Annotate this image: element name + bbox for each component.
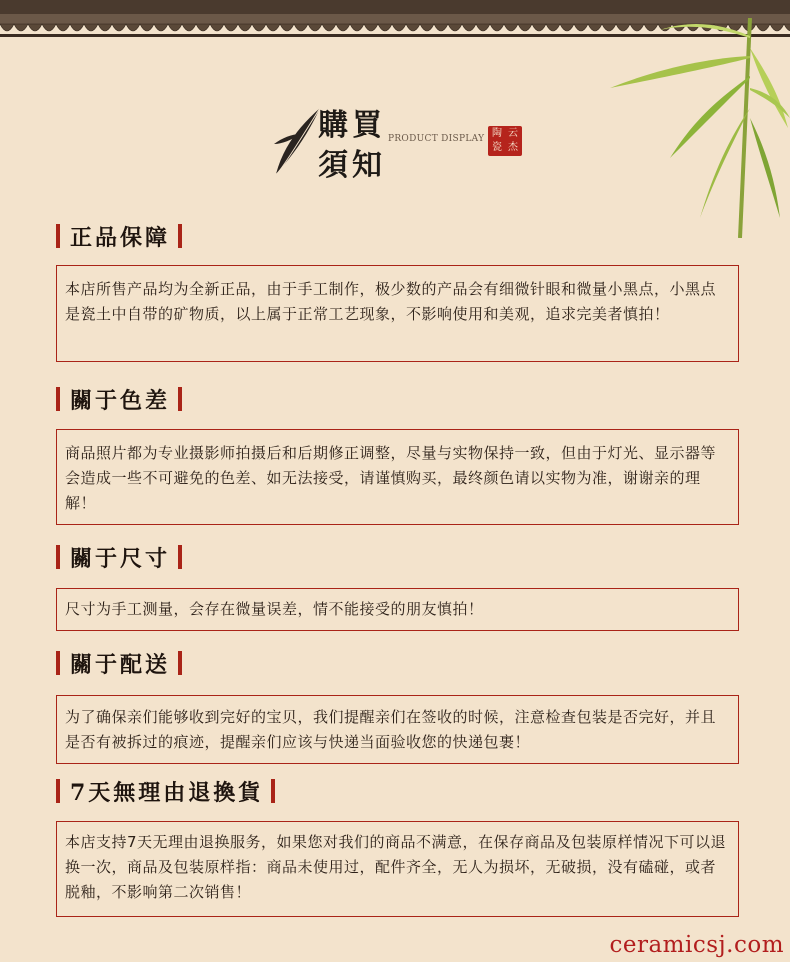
section-title-size: [56, 543, 182, 571]
title-bar-right: [178, 545, 182, 569]
title-bar-right: [271, 779, 275, 803]
header-subtitle: PRODUCT DISPLAY: [388, 134, 485, 144]
purchase-notice-header: [272, 98, 532, 184]
section-title-text: 正品保障: [70, 224, 171, 251]
header-title-line2: 須知: [318, 148, 386, 183]
seal-char: 杰: [508, 142, 518, 153]
section-title-text: 關于色差: [70, 387, 171, 414]
section-title-text: 7天無理由退換貨: [70, 779, 264, 806]
section-body-size: 尺寸为手工测量，会存在微量误差，情不能接受的朋友慎拍！: [56, 588, 739, 631]
seal-char: 瓷: [492, 142, 502, 153]
section-title-text: 關于配送: [70, 651, 171, 678]
section-body-delivery: 为了确保亲们能够收到完好的宝贝，我们提醒亲们在签收的时候，注意检查包装是否完好，并且是否有被拆过的痕迹，提醒亲们应该与快递当面验收您的快递包裹！: [56, 695, 739, 764]
watermark: ceramicsj.com: [609, 932, 784, 958]
section-body-authenticity: 本店所售产品均为全新正品，由于手工制作，极少数的产品会有细微针眼和微量小黑点，小黑点是瓷土中自带的矿物质，以上属于正常工艺现象，不影响使用和美观，追求完美者慎拍！: [56, 265, 739, 362]
section-title-color-difference: [56, 385, 182, 413]
red-seal-stamp: [488, 126, 522, 156]
section-title-return-policy: [56, 777, 275, 805]
title-bar-right: [178, 224, 182, 248]
header-title-line1: 購買: [318, 108, 386, 143]
section-body-return-policy: 本店支持7天无理由退换服务，如果您对我们的商品不满意，在保存商品及包装原样情况下可以退换一次，商品及包装原样指：商品未使用过，配件齐全，无人为损坏，无破损，没有磕碰，或者脱釉，不影响第二次销售！: [56, 821, 739, 917]
seal-char: 云: [508, 128, 518, 139]
seal-char: 陶: [492, 128, 502, 139]
section-body-color-difference: 商品照片都为专业摄影师拍摄后和后期修正调整，尽量与实物保持一致，但由于灯光、显示器等会造成一些不可避免的色差、如无法接受，请谨慎购买，最终颜色请以实物为准，谢谢亲的理解！: [56, 429, 739, 525]
title-bar-right: [178, 387, 182, 411]
bamboo-leaves-decoration: [600, 18, 790, 238]
section-title-authenticity: [56, 222, 182, 250]
section-title-delivery: [56, 649, 182, 677]
title-bar-right: [178, 651, 182, 675]
section-title-text: 關于尺寸: [70, 545, 171, 572]
